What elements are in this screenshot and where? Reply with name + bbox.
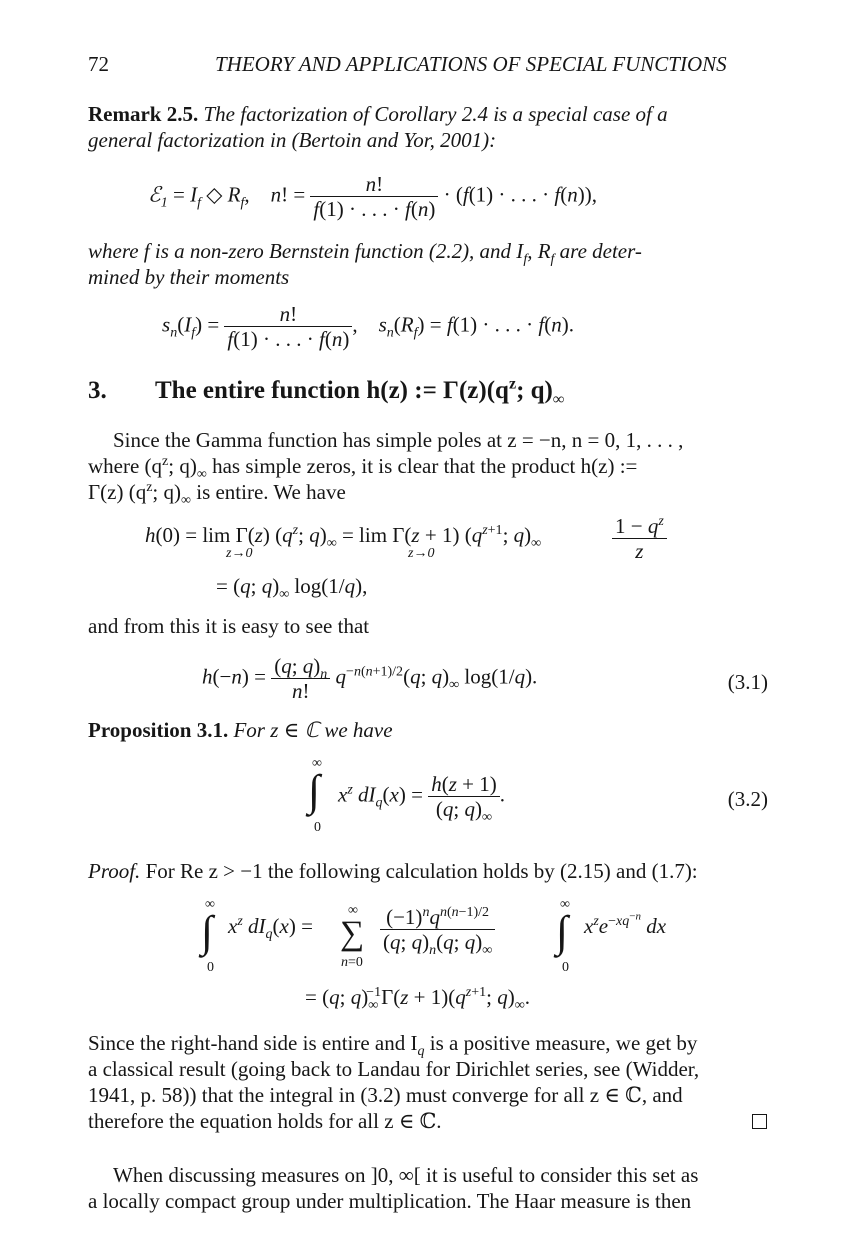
- closing-line-1: When discussing measures on ]0, ∞[ it is useful to consider this set as: [113, 1163, 699, 1187]
- remark-line-4: mined by their moments: [88, 265, 290, 289]
- proposition-label: Proposition 3.1.: [88, 718, 229, 742]
- remark-line-1: [88, 101, 668, 127]
- proof-equation-sum-term: $\frac{(-1)^nq^{n(n-1)/2}}{(q; q)_n(q; q)_\infty}$: [380, 905, 495, 954]
- proof-text-1: For Re z > −1 the following calculation holds by (2.15) and (1.7):: [145, 859, 698, 883]
- int-upper-proof: ∞: [205, 897, 215, 912]
- remark-line-3: where f is a non-zero Bernstein function (2.2), and $I_f$, $R_f$ are deter-: [88, 239, 642, 268]
- int-lower-3-2: 0: [314, 820, 321, 835]
- integral-sign-proof-1: ∫: [201, 907, 214, 956]
- proposition-line: [88, 717, 393, 743]
- sum-upper: ∞: [348, 903, 358, 918]
- proof-equation-result: = (q; $q)_\infty^{-1}\Gamma(z + 1)(q^{z+1}$; $q)_\infty$.: [305, 985, 530, 1014]
- para1-line-1: Since the Gamma function has simple poles at z = −n, n = 0, 1, . . . ,: [113, 428, 684, 452]
- section-number: 3.: [88, 377, 107, 404]
- equation-number-3-2: (3.2): [727, 787, 768, 811]
- integral-sign-proof-2: ∫: [556, 907, 569, 956]
- int-lower-proof: 0: [207, 960, 214, 975]
- int-upper-3-2: ∞: [312, 756, 322, 771]
- integral-sign-3-2: ∫: [308, 766, 321, 815]
- closing-line-2: a locally compact group under multiplication. The Haar measure is then: [88, 1189, 692, 1213]
- moments-equation: $s_n(I_f)$ = $\frac{n!}{f(1) \cdot . . . \cdot f(n)}$ , $s_n(R_f) = f(1)$ · . . . · f(n).: [162, 302, 575, 351]
- remark-label: Remark 2.5.: [88, 102, 199, 126]
- proof-after-4: therefore the equation holds for all z ∈ ℂ.: [88, 1109, 442, 1133]
- equation-number-3-1: (3.1): [727, 670, 768, 694]
- proof-equation-lhs: $x^z$ $dI_q(x)$ =: [228, 914, 313, 943]
- h0-equation-line-1: h(0) = lim Γ(z) ($q^z$; $q)_\infty = \lim \Gamma(z + 1)$ ($q^{z+1}$; $q)_\infty$: [145, 523, 542, 552]
- remark-text-1: The factorization of Corollary 2.4 is a special case of a: [203, 102, 668, 126]
- equation-3-2: $x^z$ $dI_q(x)$ = $\frac{h(z + 1)}{(q; q)_\infty}$ .: [338, 772, 505, 826]
- para1-line-2: where ($q^z$; $q)_\infty$ has simple zeros, it is clear that the product h(z) :=: [88, 454, 638, 483]
- proof-line-1: [88, 858, 698, 884]
- para2: and from this it is easy to see that: [88, 614, 370, 638]
- section-title: The entire function h(z) := Γ(z)(q: [155, 377, 509, 404]
- qed-box: [752, 1114, 767, 1129]
- int-upper-proof-2: ∞: [560, 897, 570, 912]
- h0-fraction: $\frac{1 - q^z}{z}$: [612, 514, 667, 563]
- page-number: 72: [88, 52, 109, 76]
- sum-lower: n=0: [341, 955, 363, 970]
- h0-equation-line-2: = (q; $q)_\infty$ log(1/q),: [216, 574, 368, 603]
- factorization-equation: ℰ$_1$ = $I_f$ ◇ $R_f$, n! = $\frac{n!}{f(1) \cdot . . . \cdot f(n)}$ · (f(1) · . . . · f(n)),: [148, 172, 598, 221]
- proof-equation-integrand: $x^ze^{-xq^{-n}}$ dx: [584, 910, 667, 938]
- equation-3-1: h(−n) = $\frac{(q; q)_n}{n!}$ $q^{-n(n+1)/2}(q$; $q)_\infty$ log(1/q).: [202, 654, 538, 703]
- lim-sub-1: z→0: [226, 546, 253, 561]
- proof-after-3: 1941, p. 58)) that the integral in (3.2) must converge for all z ∈ ℂ, and: [88, 1083, 683, 1107]
- para1-line-3: Γ(z) ($q^z$; $q)_\infty$ is entire. We have: [88, 480, 346, 509]
- proof-after-1: Since the right-hand side is entire and $I_q$ is a positive measure, we get by: [88, 1031, 698, 1060]
- proof-label: Proof.: [88, 859, 141, 883]
- section-heading: 3. The entire function h(z) := $\Gamma(z)(q^z$; $q)_\infty$: [88, 375, 565, 408]
- sum-sign: ∑: [340, 915, 365, 952]
- running-title: THEORY AND APPLICATIONS OF SPECIAL FUNCTIONS: [215, 52, 727, 76]
- int-lower-proof-2: 0: [562, 960, 569, 975]
- remark-line-2: general factorization in (Bertoin and Yor, 2001):: [88, 128, 497, 152]
- proposition-text: For z ∈ ℂ we have: [233, 718, 393, 742]
- proof-after-2: a classical result (going back to Landau for Dirichlet series, see (Widder,: [88, 1057, 700, 1081]
- lim-sub-2: z→0: [408, 546, 435, 561]
